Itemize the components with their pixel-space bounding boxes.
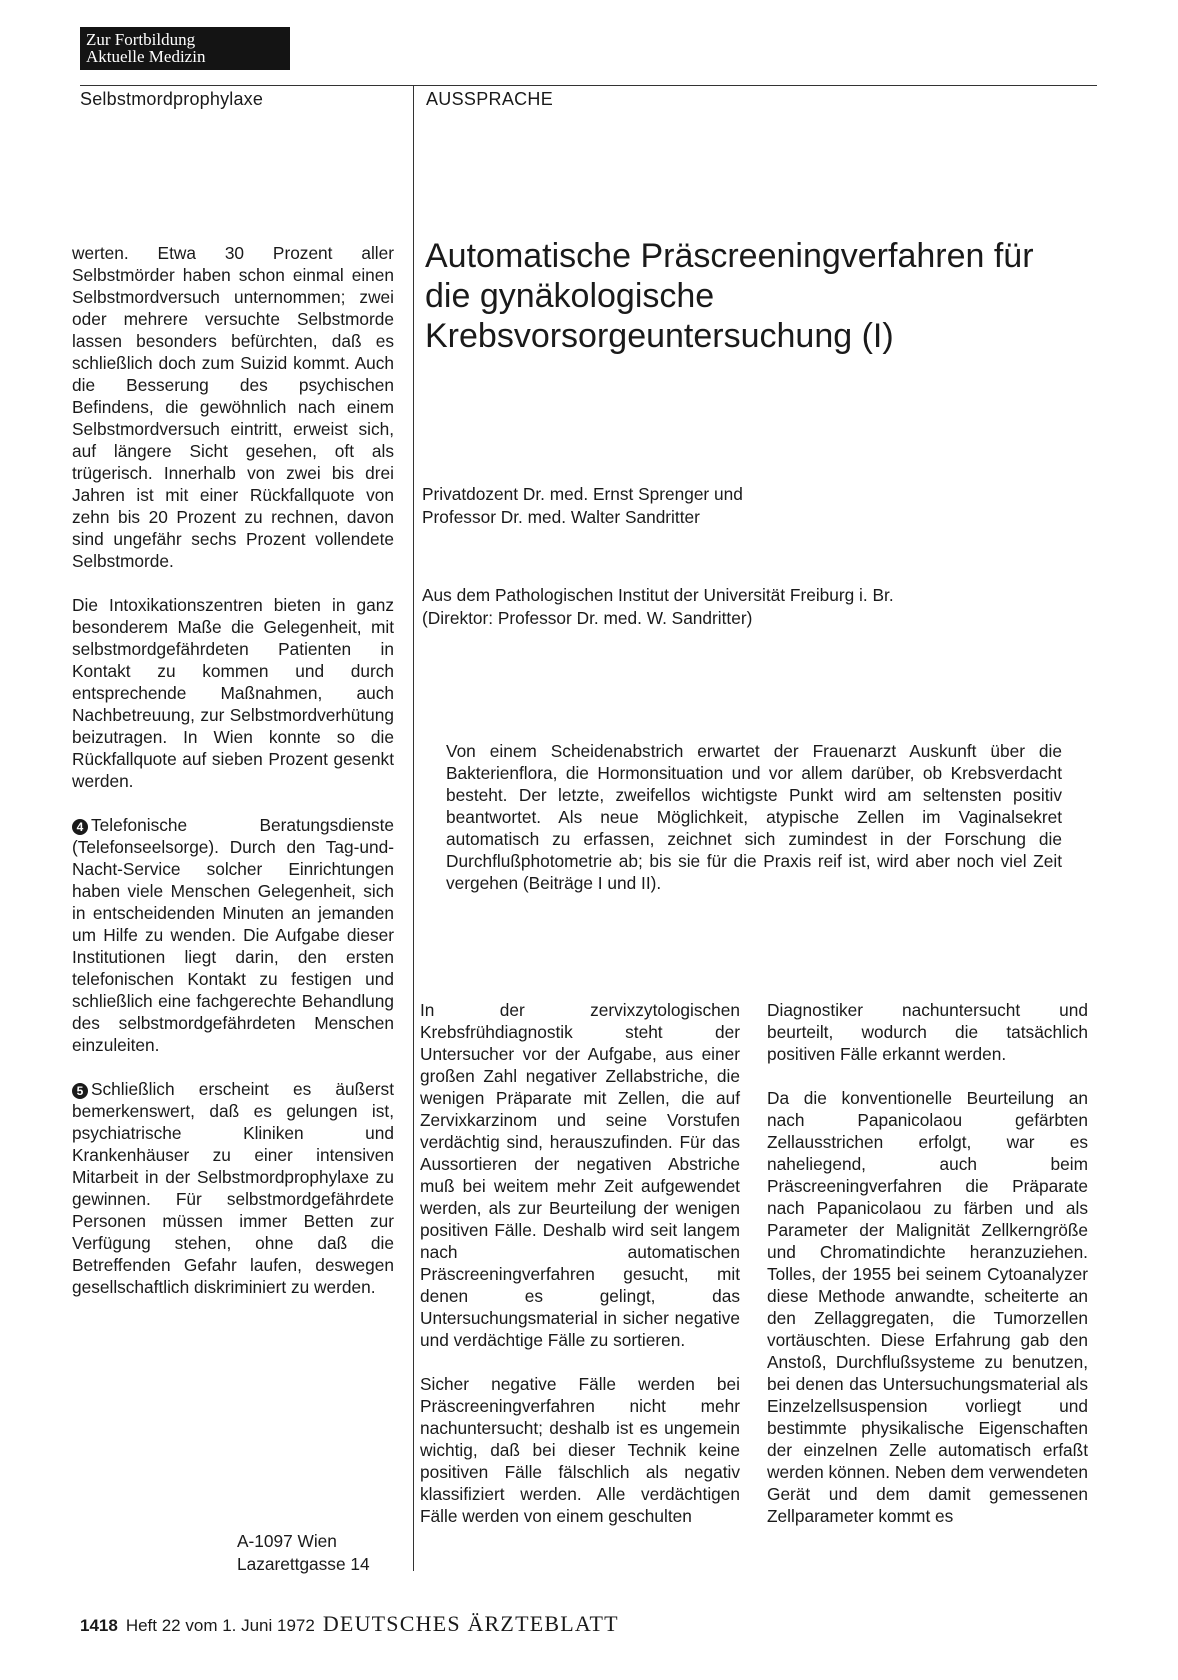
right-paragraph-2: Da die konventionelle Beurteilung an nach Papanicolaou gefärbten Zellausstrichen erfolgt, war es naheliegend, auch beim Präscreeningverfahren die Präparate nach Papanicolaou zu färben und als Parameter der Malignität Zellkerngröße und Chromatindichte heranzuziehen. Tolles, der 1955 bei seinem Cytoanalyzer diese Methode anwandte, scheiterte an den Zellaggregaten, die Tumorzellen vortäuschten. Diese Erfahrung gab den Anstoß, Durchflußsysteme zu benutzen, bei denen das Untersuchungsmaterial als Einzelzellsuspension vorliegt und bestimmte physikalische Eigenschaften der einzelnen Zelle automatisch erfaßt werden können. Neben dem verwendeten Gerät und dem damit gemessenen Zellparameter kommt es	[767, 1088, 1088, 1526]
badge-line-1: Zur Fortbildung	[86, 30, 196, 49]
author-address	[237, 1530, 370, 1576]
author-line-2: Professor Dr. med. Walter Sandritter	[422, 507, 700, 527]
article-title: Automatische Präscreeningverfahren für die gynäkologische Krebsvorsorgeuntersuchung (I)	[425, 237, 1034, 355]
column-divider	[413, 86, 414, 1571]
number-5-bullet-icon: 5	[72, 1083, 88, 1099]
page-number: 1418	[80, 1616, 118, 1635]
left-paragraph-4	[72, 1078, 394, 1298]
left-paragraph-3	[72, 814, 394, 1056]
middle-paragraph-1: In der zervixzytologischen Krebsfrühdiagnostik steht der Untersucher vor der Aufgabe, aus einer großen Zahl negativer Zellabstriche, die wenigen Präparate mit Zellen, die auf Zervixkarzinom und seine Vorstufen verdächtig sind, herauszufinden. Für das Aussortieren der negativen Abstriche muß bei weitem mehr Zeit aufgewendet werden, als zur Beurteilung der wenigen positiven Fälle. Deshalb wird seit langem nach automatischen Präscreeningverfahren gesucht, mit denen es gelingt, das Untersuchungsmaterial in sicher negative und verdächtige Fälle zu sortieren.	[420, 1000, 740, 1350]
right-paragraph-1: Diagnostiker nachuntersucht und beurteilt, wodurch die tatsächlich positiven Fälle erkannt werden.	[767, 1000, 1088, 1064]
right-column	[767, 999, 1088, 1527]
page-footer	[80, 1611, 619, 1637]
left-column	[72, 242, 394, 1298]
issue-info: Heft 22 vom 1. Juni 1972	[125, 1616, 315, 1635]
article-institute	[422, 584, 894, 630]
middle-paragraph-2: Sicher negative Fälle werden bei Präscreeningverfahren nicht mehr nachuntersucht; deshalb ist es ungemein wichtig, daß bei dieser Technik keine positiven Fälle fälschlich als negativ klassifiziert werden. Alle verdächtigen Fälle werden von einem geschulten	[420, 1374, 740, 1526]
address-line-1: A-1097 Wien	[237, 1531, 337, 1551]
journal-name: DEUTSCHES ÄRZTEBLATT	[322, 1611, 619, 1636]
address-line-2: Lazarettgasse 14	[237, 1554, 370, 1574]
left-paragraph-1: werten. Etwa 30 Prozent aller Selbstmörder haben schon einmal einen Selbstmordversuch unternommen; zwei oder mehrere versuchte Selbstmorde lassen besonders befürchten, daß es schließlich doch zum Suizid kommt. Auch die Besserung des psychischen Befindens, die gewöhnlich nach einem Selbstmordversuch eintritt, erweist sich, auf längere Sicht gesehen, oft als trügerisch. Innerhalb von zwei bis drei Jahren ist mit einer Rückfallquote von zehn bis 20 Prozent zu rechnen, davon sind ungefähr sechs Prozent vollendete Selbstmorde.	[72, 243, 394, 571]
institute-line-2: (Direktor: Professor Dr. med. W. Sandritter)	[422, 608, 753, 628]
article-authors	[422, 483, 743, 529]
left-paragraph-4-text: Schließlich erscheint es äußerst bemerkenswert, daß es gelungen ist, psychiatrische Kliniken und Krankenhäuser zu einer intensiven Mitarbeit in der Selbstmordprophylaxe zu gewinnen. Für selbstmordgefährdete Personen müssen immer Betten zur Verfügung stehen, ohne daß die Betreffenden Gefahr laufen, deswegen gesellschaftlich diskriminiert zu werden.	[72, 1079, 394, 1297]
running-head-right: AUSSPRACHE	[426, 89, 554, 109]
middle-column	[420, 999, 740, 1527]
number-4-bullet-icon: 4	[72, 819, 88, 835]
left-paragraph-3-text: Telefonische Beratungsdienste (Telefonseelsorge). Durch den Tag-und-Nacht-Service solcher Einrichtungen haben viele Menschen Gelegenheit, sich in entscheidenden Minuten an jemanden um Hilfe zu wenden. Die Aufgabe dieser Institutionen liegt darin, den ersten telefonischen Kontakt zu festigen und schließlich eine fachgerechte Behandlung des selbstmordgefährdeten Menschen einzuleiten.	[72, 815, 394, 1055]
header-rule	[80, 85, 1097, 86]
running-head-left: Selbstmordprophylaxe	[80, 89, 264, 109]
author-line-1: Privatdozent Dr. med. Ernst Sprenger und	[422, 484, 743, 504]
badge-line-2: Aktuelle Medizin	[86, 47, 206, 66]
article-abstract: Von einem Scheidenabstrich erwartet der Frauenarzt Auskunft über die Bakterienflora, die Hormonsituation und vor allem darüber, ob Krebsverdacht besteht. Der letzte, zweifellos wichtigste Punkt wird am seltensten positiv beantwortet. Als neue Möglichkeit, atypische Zellen im Vaginalsekret automatisch zu erfassen, zeichnet sich zumindest in der Forschung die Durchflußphotometrie ab; bis sie für die Praxis reif ist, wird aber noch viel Zeit vergehen (Beiträge I und II).	[446, 741, 1062, 893]
section-badge	[80, 27, 290, 70]
institute-line-1: Aus dem Pathologischen Institut der Universität Freiburg i. Br.	[422, 585, 894, 605]
left-paragraph-2: Die Intoxikationszentren bieten in ganz besonderem Maße die Gelegenheit, mit selbstmordgefährdeten Patienten in Kontakt zu kommen und durch entsprechende Maßnahmen, auch Nachbetreuung, zur Selbstmordverhütung beizutragen. In Wien konnte so die Rückfallquote auf sieben Prozent gesenkt werden.	[72, 595, 394, 791]
